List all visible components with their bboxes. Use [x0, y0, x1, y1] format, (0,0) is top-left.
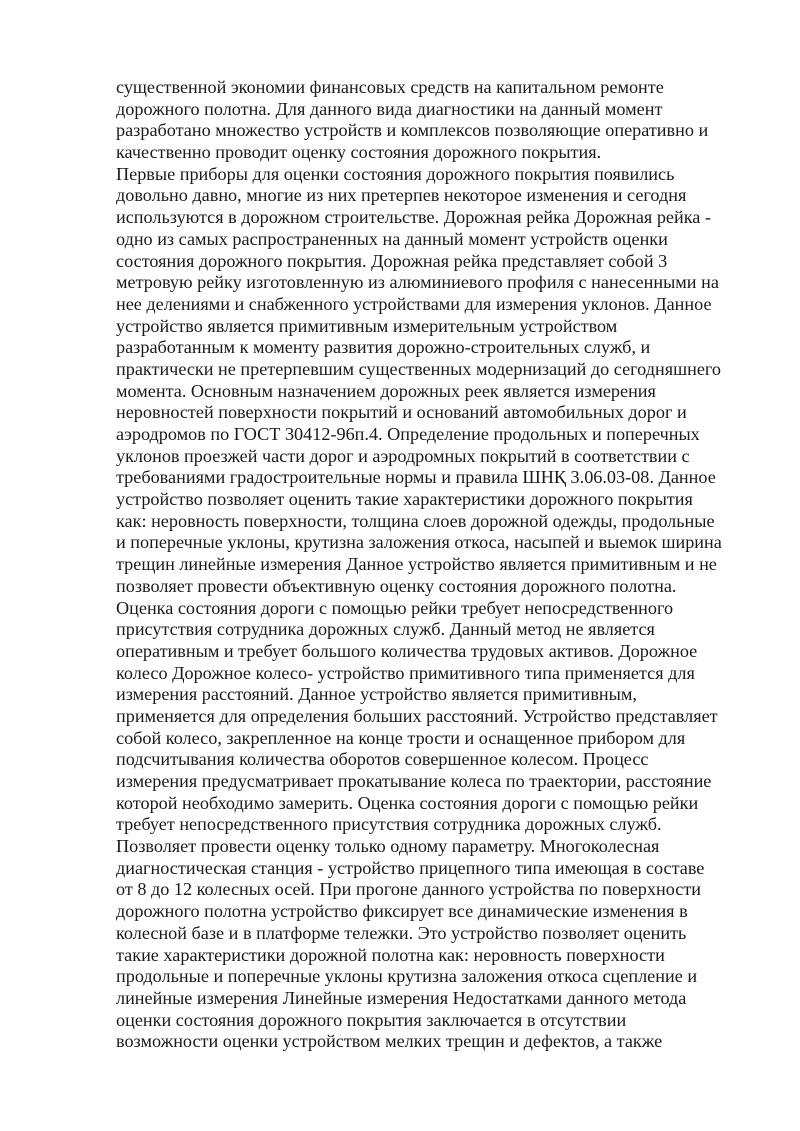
- text-line: требованиями градостроительные нормы и правила ШНҚ 3.06.03-08. Данное: [116, 467, 716, 488]
- text-line: неровностей поверхности покрытий и оснований автомобильных дорог и: [116, 402, 687, 423]
- text-line: колесо Дорожное колесо- устройство примитивного типа применяется для: [116, 662, 695, 683]
- text-line: оперативным и требует большого количества трудовых активов. Дорожное: [116, 640, 698, 661]
- text-line: линейные измерения Линейные измерения Недостатками данного метода: [116, 987, 687, 1008]
- text-line: метровую рейку изготовленную из алюминиевого профиля с нанесенными на: [116, 272, 719, 293]
- text-line: используются в дорожном строительстве. Дорожная рейка Дорожная рейка -: [116, 207, 711, 228]
- text-line: устройство позволяет оценить такие характеристики дорожного покрытия: [116, 489, 693, 510]
- text-line: такие характеристики дорожной полотна как: неровность поверхности: [116, 944, 665, 965]
- text-line: дорожного полотна. Для данного вида диагностики на данный момент: [116, 98, 663, 119]
- text-line: возможности оценки устройством мелких трещин и дефектов, а также: [116, 1031, 663, 1052]
- text-line: требует непосредственного присутствия сотрудника дорожных служб.: [116, 814, 662, 835]
- text-line: колесной базе и в платформе тележки. Это устройство позволяет оценить: [116, 922, 687, 943]
- text-line: устройство является примитивным измерительным устройством: [116, 315, 618, 336]
- text-line: качественно проводит оценку состояния дорожного покрытия.: [116, 142, 602, 163]
- text-line: и поперечные уклоны, крутизна заложения откоса, насыпей и выемок ширина: [116, 532, 722, 553]
- text-line: продольные и поперечные уклоны крутизна заложения откоса сцепление и: [116, 966, 698, 987]
- text-line: разработано множество устройств и комплексов позволяющие оперативно и: [116, 120, 709, 141]
- text-line: подсчитывания количества оборотов совершенное колесом. Процесс: [116, 749, 649, 770]
- text-line: нее делениями и снабженного устройствами для измерения уклонов. Данное: [116, 293, 712, 314]
- text-line: оценки состояния дорожного покрытия заключается в отсутствии: [116, 1009, 627, 1030]
- text-line: измерения предусматривает прокатывание колеса по траектории, расстояние: [116, 771, 712, 791]
- text-line: позволяет провести объективную оценку состояния дорожного полотна.: [116, 575, 677, 596]
- text-line: одно из самых распространенных на данный момент устройств оценки: [116, 228, 668, 249]
- text-line: Позволяет провести оценку только одному параметру. Многоколесная: [116, 836, 660, 857]
- text-line: которой необходимо замерить. Оценка состояния дороги с помощью рейки: [116, 792, 699, 813]
- text-line: момента. Основным назначением дорожных реек является измерения: [116, 380, 656, 401]
- text-line: как: неровность поверхности, толщина слоев дорожной одежды, продольные: [116, 510, 715, 531]
- text-line: измерения расстояний. Данное устройство является примитивным,: [116, 684, 637, 705]
- text-line: уклонов проезжей части дорог и аэродромных покрытий в соответствии с: [116, 445, 690, 466]
- text-line: дорожного полотна устройство фиксирует все динамические изменения в: [116, 901, 688, 922]
- document-body-text: [116, 77, 746, 1053]
- text-line: трещин линейные измерения Данное устройство является примитивным и не: [116, 554, 717, 575]
- text-line: присутствия сотрудника дорожных служб. Данный метод не является: [116, 619, 655, 640]
- text-line: практически не претерпевшим существенных модернизаций до сегодняшнего: [116, 358, 722, 379]
- text-line: Первые приборы для оценки состояния дорожного покрытия появились: [116, 163, 675, 184]
- text-line: существенной экономии финансовых средств на капитальном ремонте: [116, 77, 664, 97]
- text-line: собой колесо, закрепленное на конце трости и оснащенное прибором для: [116, 727, 686, 748]
- text-line: диагностическая станция - устройство прицепного типа имеющая в составе: [116, 857, 705, 878]
- text-line: аэродромов по ГОСТ 30412-96п.4. Определение продольных и поперечных: [116, 424, 700, 444]
- text-line: применяется для определения больших расстояний. Устройство представляет: [116, 705, 718, 726]
- text-line: разработанным к моменту развития дорожно-строительных служб, и: [116, 337, 651, 358]
- text-line: состояния дорожного покрытия. Дорожная рейка представляет собой 3: [116, 250, 668, 271]
- text-line: довольно давно, многие из них претерпев некоторое изменения и сегодня: [116, 185, 687, 206]
- text-line: Оценка состояния дороги с помощью рейки требует непосредственного: [116, 597, 674, 618]
- text-line: от 8 до 12 колесных осей. При прогоне данного устройства по поверхности: [116, 879, 702, 900]
